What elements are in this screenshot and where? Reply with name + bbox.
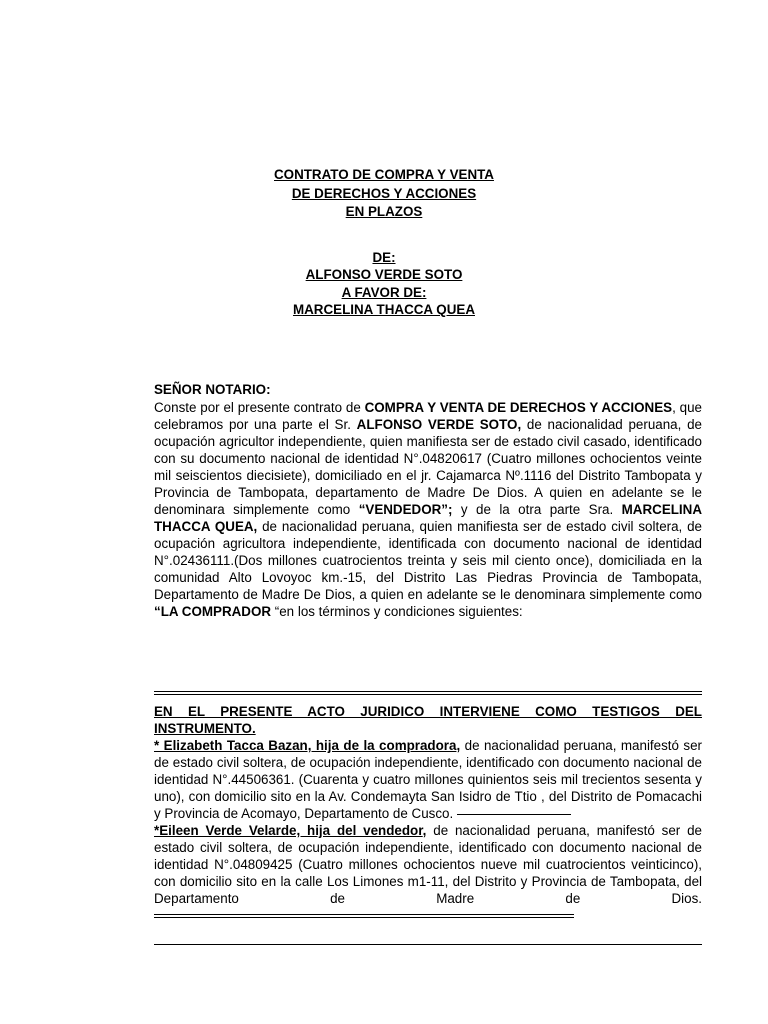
intro-text-4: y de la otra parte Sra. [452,502,622,517]
section-notario [154,381,702,620]
buyer-name-bold: MARCELINA THACCA QUEA, [154,502,702,534]
section-heading-notario: SEÑOR NOTARIO: [154,382,271,397]
contract-type-bold: COMPRA Y VENTA DE DERECHOS Y ACCIONES [364,400,673,415]
intro-closing-text: “en los términos y condiciones siguientes: [271,604,523,619]
seller-name-bold: ALFONSO VERDE SOTO, [356,417,522,432]
de-label: DE: [372,250,396,265]
title-line-3: EN PLAZOS [345,204,423,219]
witness-2-comma: , [422,823,427,838]
intro-text-1: Conste por el presente contrato de [154,400,365,415]
buyer-details-text: de nacionalidad peruana, quien manifiesta ser de estado civil soltera, de ocupación agricultora independiente, identificada con documento nacional de identidad N°.02436111.(Dos millones cuatrocientos treinta y seis mil ciento once), domiciliada en la comunidad Alto Lovoyoc km.-15, del Distrito Las Piedras Provincia de Tambopata, Departamento de Madre De Dios, a quien en adelante se le denominara simplemente como [154,519,702,602]
witness-1-comma: , [456,738,461,753]
title-line-2: DE DERECHOS Y ACCIONES [291,185,477,201]
seller-name: ALFONSO VERDE SOTO [305,267,463,283]
intro-text-2: , que celebramos por una parte el Sr. [154,400,702,432]
witness-2-details: de nacionalidad peruana, manifestó ser de estado civil soltera, de ocupación independiente, identificado con documento nacional de identidad N°.04809425 (Cuatro millones ochocientos nueve mil cuatrocientos veinticinco), con domicilio sito en la calle Los Limones m1-11, del Distrito y Provincia de Tambopata, del Departamento de Madre de Dios. [154,823,702,906]
seller-details-text: de nacionalidad peruana, de ocupación agricultor independiente, quien manifiesta ser de estado civil casado, identificado con su documento nacional de identidad N°.04820617 (Cuatro millones ochocientos veinte mil seiscientos diecisiete), domiciliado en el jr. Cajamarca Nº.1116 del Distrito Tambopata y Provincia de Tambopata, departamento de Madre De Dios. A quien en adelante se le denominara simplemente como [154,417,702,517]
vendedor-term-bold: “VENDEDOR”; [358,502,453,517]
witness-2-name: *Eileen Verde Velarde, hija del vendedor [154,823,423,838]
witness-1-end-rule [457,814,571,815]
title-line-1: CONTRATO DE COMPRA Y VENTA [274,167,494,182]
section-testigos [154,703,702,924]
parties-block [0,249,768,318]
witness-1-details: de nacionalidad peruana, manifestó ser de estado civil soltera, de ocupación independiente, identificado con documento nacional de identidad N°.44506361. (Cuarenta y cuatro millones quinientos seis mil trecientos sesenta y uno), con domicilio sito en la Av. Condemayta San Isidro de Ttio , del Distrito de Pomacachi y Provincia de Acomayo, Departamento de Cusco. [154,738,702,821]
witness-1-paragraph [154,737,702,822]
witness-2-end-rule [154,914,574,918]
comprador-term-bold: “LA COMPRADOR [154,604,272,619]
bottom-rule [154,944,702,945]
favor-label: A FAVOR DE: [341,284,427,300]
double-divider-rule [154,691,702,695]
buyer-name: MARCELINA THACCA QUEA [292,301,475,317]
contract-intro-paragraph [154,399,702,620]
witness-2-paragraph [154,822,702,924]
section-heading-testigos: EN EL PRESENTE ACTO JURIDICO INTERVIENE COMO TESTIGOS DEL INSTRUMENTO. [154,704,702,736]
contract-title [0,166,768,222]
witness-1-name: * Elizabeth Tacca Bazan, hija de la compradora [154,738,457,753]
